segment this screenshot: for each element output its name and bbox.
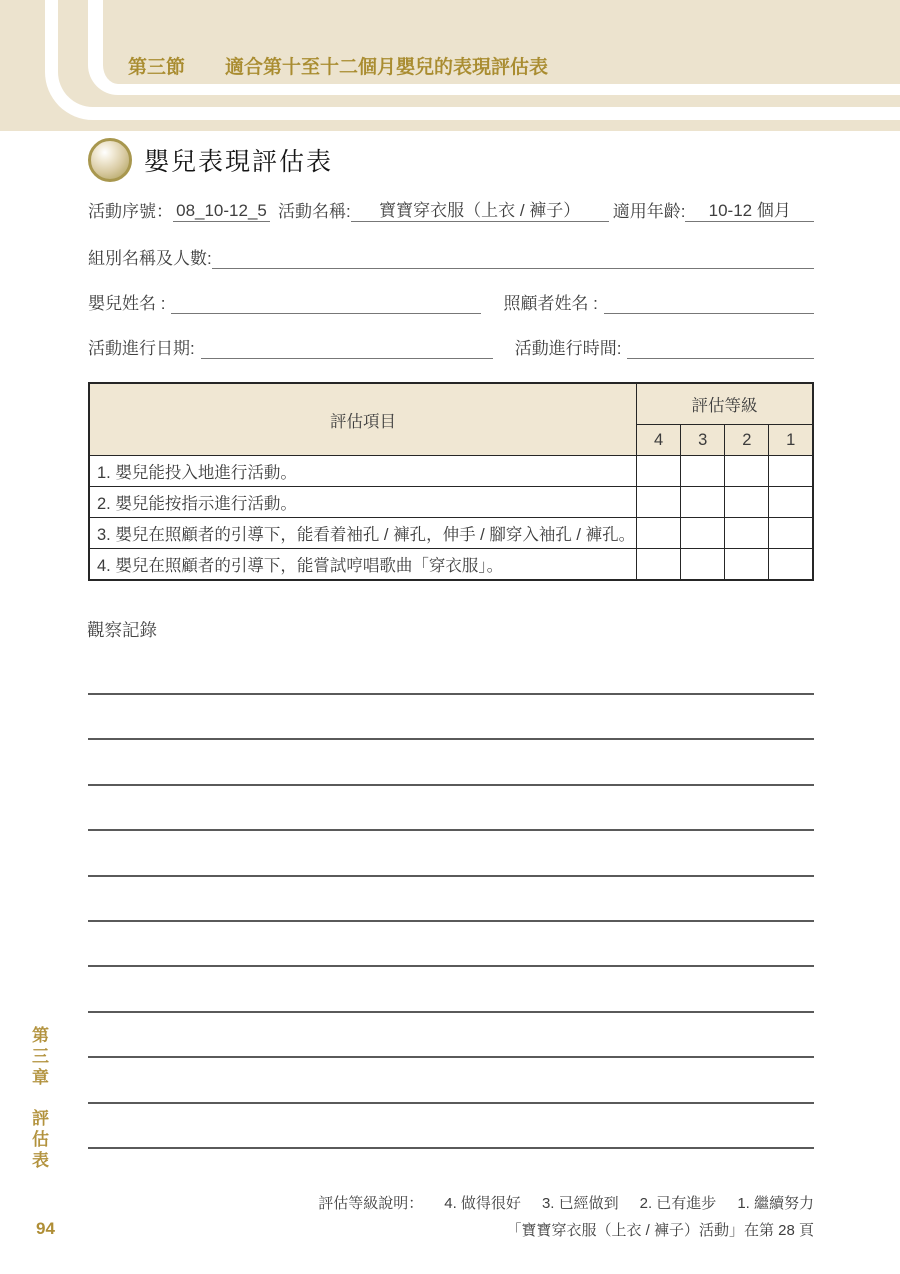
- activity-reference: 「寶寶穿衣服（上衣 / 褲子）活動」在第 28 頁: [506, 1222, 814, 1239]
- assessment-item-text: 2. 嬰兒能按指示進行活動。: [89, 487, 637, 518]
- rating-cell-2-level-4[interactable]: [637, 487, 681, 518]
- observation-line[interactable]: [88, 1147, 814, 1149]
- rating-cell-4-level-2[interactable]: [725, 549, 769, 581]
- rating-cell-2-level-1[interactable]: [769, 487, 813, 518]
- pearl-icon: [88, 138, 132, 182]
- observation-line[interactable]: [88, 920, 814, 922]
- rating-legend: [318, 1192, 814, 1213]
- rating-cell-3-level-2[interactable]: [725, 518, 769, 549]
- rating-legend-label: 評估等級說明：: [318, 1195, 424, 1212]
- rating-level-4: 4: [637, 425, 681, 456]
- assessment-item-text: 3. 嬰兒在照顧者的引導下，能看着袖孔 / 褲孔，伸手 / 腳穿入袖孔 / 褲孔。: [89, 518, 637, 549]
- assessment-row: [89, 518, 813, 549]
- age-label: 適用年齡:: [612, 202, 686, 221]
- page-number: 94: [36, 1219, 55, 1238]
- activity-name-label: 活動名稱:: [278, 202, 351, 221]
- rating-level-2: 2: [725, 425, 769, 456]
- activity-no-label: 活動序號：: [88, 202, 173, 221]
- rating-cell-1-level-4[interactable]: [637, 456, 681, 487]
- assessment-row: [89, 487, 813, 518]
- rating-cell-1-level-2[interactable]: [725, 456, 769, 487]
- age-field[interactable]: 10-12 個月: [685, 200, 814, 222]
- form-row-names: [88, 293, 814, 314]
- header-inner-curve: [88, 0, 900, 95]
- form-row-group: [88, 248, 814, 269]
- assessment-item-text: 4. 嬰兒在照顧者的引導下，能嘗試哼唱歌曲「穿衣服」。: [89, 549, 637, 581]
- rating-cell-1-level-1[interactable]: [769, 456, 813, 487]
- infant-name-field[interactable]: [171, 313, 481, 314]
- chapter-side-tab: [30, 1026, 47, 1172]
- rating-cell-4-level-3[interactable]: [681, 549, 725, 581]
- section-heading: [128, 52, 548, 79]
- observation-line[interactable]: [88, 1011, 814, 1013]
- group-label: 組別名稱及人數:: [88, 249, 212, 268]
- activity-name-field[interactable]: 寶寶穿衣服（上衣 / 褲子）: [351, 200, 609, 222]
- observation-line[interactable]: [88, 1056, 814, 1058]
- rating-cell-3-level-4[interactable]: [637, 518, 681, 549]
- assessment-table-head: [89, 383, 813, 456]
- rating-cell-1-level-3[interactable]: [681, 456, 725, 487]
- rating-legend-item: 1. 繼續努力: [737, 1195, 814, 1212]
- section-title: 適合第十至十二個月嬰兒的表現評估表: [225, 57, 549, 78]
- observation-label: 觀察記錄: [87, 620, 157, 640]
- observation-line[interactable]: [88, 784, 814, 786]
- doc-title-row: [88, 138, 333, 182]
- observation-line[interactable]: [88, 829, 814, 831]
- assessment-item-text: 1. 嬰兒能投入地進行活動。: [89, 456, 637, 487]
- assessment-row: [89, 456, 813, 487]
- activity-no-field[interactable]: 08_10-12_5: [173, 200, 270, 222]
- rating-cell-3-level-3[interactable]: [681, 518, 725, 549]
- observation-line[interactable]: [88, 738, 814, 740]
- rating-column-header: 評估等級: [637, 383, 814, 425]
- rating-level-1: 1: [769, 425, 813, 456]
- page-title: 嬰兒表現評估表: [144, 148, 334, 176]
- form-row-datetime: [88, 338, 814, 359]
- rating-cell-4-level-1[interactable]: [769, 549, 813, 581]
- caregiver-name-label: 照顧者姓名 :: [503, 294, 598, 313]
- time-label: 活動進行時間:: [514, 339, 622, 358]
- chapter-label: 第三章: [29, 1026, 48, 1089]
- observation-line[interactable]: [88, 875, 814, 877]
- caregiver-name-field[interactable]: [604, 313, 814, 314]
- observation-line[interactable]: [88, 693, 814, 695]
- form-row-activity: [88, 200, 814, 222]
- section-number: 第三節: [128, 57, 186, 78]
- assessment-table: [88, 382, 814, 581]
- rating-cell-2-level-3[interactable]: [681, 487, 725, 518]
- assessment-row: [89, 549, 813, 581]
- rating-cell-3-level-1[interactable]: [769, 518, 813, 549]
- group-field[interactable]: [212, 268, 814, 269]
- items-column-header: 評估項目: [89, 383, 637, 456]
- rating-legend-item: 2. 已有進步: [639, 1195, 717, 1212]
- infant-name-label: 嬰兒姓名 :: [88, 294, 166, 313]
- observation-line[interactable]: [88, 965, 814, 967]
- rating-legend-item: 3. 已經做到: [541, 1195, 619, 1212]
- rating-cell-4-level-4[interactable]: [637, 549, 681, 581]
- date-field[interactable]: [201, 358, 493, 359]
- observation-line[interactable]: [88, 1102, 814, 1104]
- rating-cell-2-level-2[interactable]: [725, 487, 769, 518]
- rating-level-3: 3: [681, 425, 725, 456]
- date-label: 活動進行日期:: [88, 339, 195, 358]
- rating-legend-item: 4. 做得很好: [444, 1195, 521, 1212]
- chapter-section-label: 評估表: [29, 1109, 48, 1172]
- time-field[interactable]: [627, 358, 814, 359]
- page-header-band: [0, 0, 900, 131]
